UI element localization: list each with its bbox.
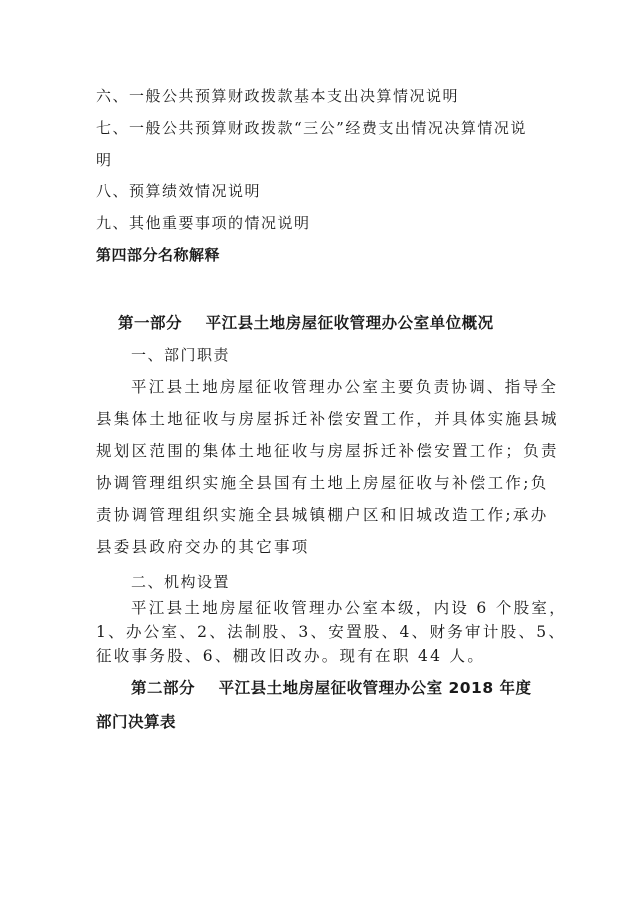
section2-title: 二、机构设置	[131, 573, 231, 591]
toc-item-8: 八、预算绩效情况说明	[96, 182, 262, 200]
section2-line: 平江县土地房屋征收管理办公室本级，内设 6 个股室，	[131, 599, 568, 617]
section1-title: 一、部门职责	[131, 346, 231, 364]
part2-heading-line-1: 第二部分 平江县土地房屋征收管理办公室 2018 年度	[131, 679, 532, 697]
section1-line: 县委县政府交办的其它事项	[96, 538, 310, 556]
toc-item-7-line-2: 明	[96, 151, 113, 169]
section2-line: 征收事务股、6、棚改旧改办。现有在职 44 人。	[96, 647, 486, 665]
section1-line: 协调管理组织实施全县国有土地上房屋征收与补偿工作;负	[96, 474, 549, 492]
section1-line: 平江县土地房屋征收管理办公室主要负责协调、指导全	[131, 378, 559, 396]
section1-line: 县集体土地征收与房屋拆迁补偿安置工作，并具体实施县城	[96, 410, 559, 428]
toc-item-9: 九、其他重要事项的情况说明	[96, 214, 311, 232]
part1-heading: 第一部分 平江县土地房屋征收管理办公室单位概况	[118, 314, 494, 332]
section1-line: 规划区范围的集体土地征收与房屋拆迁补偿安置工作；负责	[96, 442, 559, 460]
toc-item-7-line-1: 七、一般公共预算财政拨款“三公”经费支出情况决算情况说	[96, 119, 527, 137]
toc-item-6: 六、一般公共预算财政拨款基本支出决算情况说明	[96, 87, 460, 105]
section2-line: 1、办公室、2、法制股、3、安置股、4、财务审计股、5、	[96, 623, 567, 641]
section1-line: 责协调管理组织实施全县城镇棚户区和旧城改造工作;承办	[96, 506, 549, 524]
part2-heading-line-2: 部门决算表	[96, 713, 177, 731]
toc-part-4: 第四部分名称解释	[96, 246, 221, 264]
